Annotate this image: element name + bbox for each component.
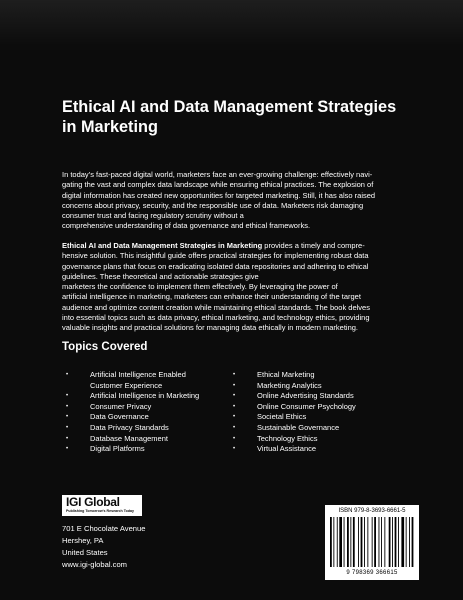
description-paragraph-1 [62, 170, 405, 232]
topic-item [233, 423, 356, 434]
publisher-website: www.igi-global.com [62, 560, 127, 569]
address-country: United States [62, 548, 108, 557]
topic-label: Online Advertising Standards [257, 391, 354, 401]
bullet-icon: • [233, 393, 236, 400]
text-line: audience and optimize content creation while maintaining ethical standards. The book delves [62, 302, 370, 312]
text-line: hensive solution. This insightful guide offers practical strategies for implementing robust data [62, 251, 369, 261]
text-line: governance plans that focus on eradicating isolated data repositories and adhering to ethical [62, 261, 369, 271]
bullet-icon: • [66, 372, 69, 378]
topic-item [66, 402, 199, 413]
topic-item [233, 412, 356, 423]
topic-label: Digital Platforms [90, 444, 145, 454]
bullet-icon: • [66, 446, 69, 453]
topic-label: Technology Ethics [257, 433, 318, 443]
topic-item [233, 444, 356, 455]
topic-item [233, 391, 356, 402]
topics-list-left [66, 370, 199, 455]
bullet-icon: • [233, 382, 236, 389]
bullet-icon: • [233, 403, 236, 410]
topic-label: Ethical Marketing [257, 370, 315, 379]
isbn-label: ISBN 979-8-3693-6661-5 [338, 508, 406, 514]
text-line: into essential topics such as data privacy, ethical marketing, and technology ethics, providing [62, 313, 370, 323]
topic-label: Consumer Privacy [90, 401, 152, 411]
text-line: marketers the confidence to implement them effectively. By leveraging the power of [62, 282, 338, 292]
topic-item [233, 381, 356, 392]
logo-wordmark: IGI Global [66, 495, 120, 509]
address-city: Hershey, PA [62, 536, 104, 545]
title-line-1: Ethical AI and Data Management Strategies [62, 98, 397, 116]
address-street: 701 E Chocolate Avenue [62, 524, 146, 533]
bullet-icon: • [66, 414, 69, 421]
topics-heading: Topics Covered [62, 341, 148, 353]
topic-item [66, 391, 199, 402]
bullet-icon: • [66, 435, 69, 442]
bullet-icon: • [233, 414, 236, 421]
topic-item [233, 370, 356, 381]
topic-label-continued: Customer Experience [90, 380, 163, 390]
topics-list-right [233, 370, 356, 455]
topic-item [66, 434, 199, 445]
topic-item [233, 434, 356, 445]
logo-tagline: Publishing Tomorrow's Research Today [66, 509, 135, 513]
bold-book-title: Ethical AI and Data Management Strategies in Marketing [62, 241, 263, 250]
text-line: valuable insights and practical solutions for managing data ethically in modern marketing. [62, 323, 358, 333]
topic-label: Database Management [90, 433, 168, 443]
text-line: digital information has created new opportunities for targeted marketing. Still, it has also raised [62, 190, 376, 200]
text-line: concerns about privacy, security, and the responsible use of data. Marketers risk damaging [62, 200, 364, 210]
barcode-icon [330, 517, 414, 569]
bullet-icon: • [233, 446, 236, 453]
text-line [62, 241, 405, 251]
description-paragraph-2 [62, 241, 405, 334]
cover-top-band [0, 0, 463, 46]
text-line: consumer trust and facing regulatory scrutiny without a [62, 211, 244, 221]
bullet-icon: • [66, 424, 69, 431]
topic-item [66, 423, 199, 434]
topic-label: Marketing Analytics [257, 380, 322, 390]
topic-label: Artificial Intelligence in Marketing [90, 391, 200, 401]
text-line: artificial intelligence in marketing, marketers can enhance their understanding of the target [62, 292, 361, 302]
topic-label: Sustainable Governance [257, 422, 340, 432]
barcode-digits: 9 798369 366615 [346, 570, 398, 576]
bullet-icon: • [66, 403, 69, 410]
bullet-icon: • [233, 435, 236, 442]
text-line: guidelines. These theoretical and actionable strategies give [62, 271, 259, 281]
topic-item [66, 370, 199, 391]
bullet-icon: • [66, 393, 69, 400]
title-line-2: in Marketing [62, 118, 158, 136]
bullet-icon: • [233, 372, 236, 378]
topic-label: Data Governance [90, 412, 149, 422]
bullet-icon: • [233, 424, 236, 431]
topic-label: Virtual Assistance [257, 444, 317, 454]
text-line: In today’s fast-paced digital world, marketers face an ever-growing challenge: effectively navi- [62, 170, 373, 179]
topic-label: Artificial Intelligence Enabled [90, 370, 186, 379]
text-line: gating the vast and complex data landscape while ensuring ethical practices. The explosion of [62, 180, 374, 190]
topic-item [233, 402, 356, 413]
topic-label: Societal Ethics [257, 412, 307, 422]
text-line: comprehensive understanding of data governance and ethical frameworks. [62, 221, 311, 231]
topic-label: Online Consumer Psychology [257, 401, 356, 411]
text-fragment: provides a timely and compre- [262, 241, 365, 250]
publisher-address [62, 523, 145, 571]
topic-item [66, 444, 199, 455]
book-title [62, 97, 402, 137]
topic-label: Data Privacy Standards [90, 422, 169, 432]
topic-item [66, 412, 199, 423]
publisher-logo [62, 495, 142, 516]
isbn-barcode [325, 505, 419, 580]
